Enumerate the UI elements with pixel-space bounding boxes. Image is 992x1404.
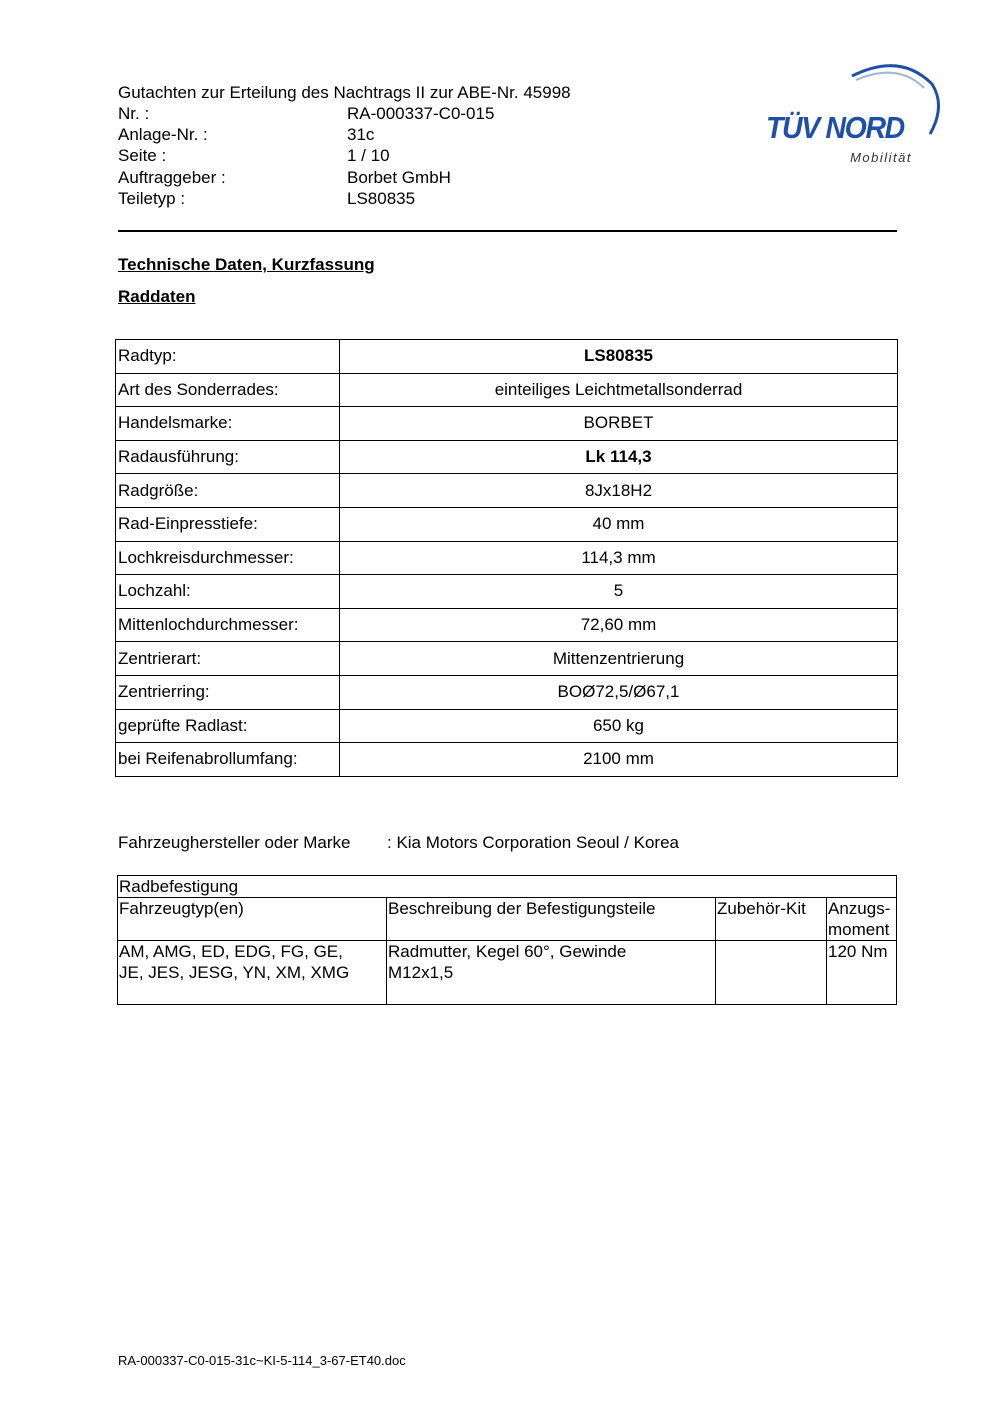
logo-subtitle: Mobilität <box>850 150 912 165</box>
mounting-table <box>117 875 897 1005</box>
table-row <box>116 743 898 777</box>
row-value: 5 <box>340 575 898 609</box>
row-value: Lk 114,3 <box>340 440 898 474</box>
table-row <box>116 373 898 407</box>
vehicle-manufacturer <box>118 833 679 853</box>
meta-label: Seite : <box>118 146 167 166</box>
meta-row-seite <box>118 145 494 166</box>
vehicle-types-line-1: AM, AMG, ED, EDG, FG, GE, <box>119 942 343 961</box>
meta-row-anlage <box>118 124 494 145</box>
meta-value: RA-000337-C0-015 <box>347 104 495 123</box>
row-value: 2100 mm <box>340 743 898 777</box>
meta-label: Auftraggeber : <box>118 167 226 187</box>
row-value: Mittenzentrierung <box>340 642 898 676</box>
cell-torque: 120 Nm <box>827 941 897 1005</box>
header-torque-line-1: Anzugs- <box>828 899 891 918</box>
row-label: Radausführung: <box>116 440 340 474</box>
row-label: Radgröße: <box>116 474 340 508</box>
logo-brand: TÜV NORD <box>766 110 904 145</box>
tuv-nord-logo <box>760 58 942 170</box>
section-title-technical: Technische Daten, Kurzfassung <box>118 255 375 274</box>
header-torque <box>827 898 897 941</box>
meta-value: 31c <box>347 125 375 145</box>
row-value: 40 mm <box>340 507 898 541</box>
row-label: bei Reifenabrollumfang: <box>116 743 340 777</box>
table-row <box>116 541 898 575</box>
header-torque-line-2: moment <box>828 920 890 939</box>
row-value: BORBET <box>340 407 898 441</box>
meta-row-auftraggeber <box>118 167 494 188</box>
cell-description <box>387 941 716 1005</box>
table-title-row <box>118 876 897 898</box>
document-title: Gutachten zur Erteilung des Nachtrags II zur ABE-Nr. 45998 <box>118 83 571 102</box>
row-label: geprüfte Radlast: <box>116 709 340 743</box>
table-row <box>116 474 898 508</box>
vehicle-types-line-2: JE, JES, JESG, YN, XM, XMG <box>119 963 350 982</box>
wheel-data-table <box>115 339 898 777</box>
row-value: 650 kg <box>340 709 898 743</box>
row-value: LS80835 <box>340 340 898 374</box>
cell-vehicle-types <box>118 941 387 1005</box>
manufacturer-label: Fahrzeughersteller oder Marke <box>118 833 351 852</box>
meta-label: Nr. : <box>118 104 150 123</box>
row-value: einteiliges Leichtmetallsonderrad <box>340 373 898 407</box>
row-label: Zentrierring: <box>116 675 340 709</box>
row-label: Rad-Einpresstiefe: <box>116 507 340 541</box>
mounting-table-title: Radbefestigung <box>118 876 897 898</box>
meta-label: Anlage-Nr. : <box>118 125 208 145</box>
meta-row-teiletyp <box>118 188 494 209</box>
meta-row-nr <box>118 103 494 124</box>
description-line-2: M12x1,5 <box>388 963 454 982</box>
row-label: Lochzahl: <box>116 575 340 609</box>
table-header-row <box>118 898 897 941</box>
header-divider <box>118 230 897 232</box>
meta-label: Teiletyp : <box>118 188 186 208</box>
table-row <box>116 407 898 441</box>
table-row <box>116 575 898 609</box>
meta-value: 1 / 10 <box>347 146 390 166</box>
table-row <box>118 941 897 1005</box>
header-description: Beschreibung der Befestigungsteile <box>387 898 716 941</box>
table-row <box>116 608 898 642</box>
meta-value: Borbet GmbH <box>347 167 451 187</box>
row-value: BOØ72,5/Ø67,1 <box>340 675 898 709</box>
manufacturer-value: : Kia Motors Corporation Seoul / Korea <box>387 833 679 852</box>
meta-value: LS80835 <box>347 188 416 208</box>
table-row <box>116 675 898 709</box>
row-value: 114,3 mm <box>340 541 898 575</box>
table-row <box>116 340 898 374</box>
section-title-wheel: Raddaten <box>118 287 196 306</box>
row-label: Lochkreisdurchmesser: <box>116 541 340 575</box>
description-line-1: Radmutter, Kegel 60°, Gewinde <box>388 942 627 961</box>
table-row <box>116 440 898 474</box>
table-row <box>116 507 898 541</box>
row-value: 8Jx18H2 <box>340 474 898 508</box>
header-vehicle-types: Fahrzeugtyp(en) <box>118 898 387 941</box>
row-label: Mittenlochdurchmesser: <box>116 608 340 642</box>
row-label: Zentrierart: <box>116 642 340 676</box>
table-row <box>116 709 898 743</box>
row-label: Art des Sonderrades: <box>116 373 340 407</box>
row-value: 72,60 mm <box>340 608 898 642</box>
table-row <box>116 642 898 676</box>
row-label: Handelsmarke: <box>116 407 340 441</box>
cell-accessory-kit <box>716 941 827 1005</box>
row-label: Radtyp: <box>116 340 340 374</box>
header-meta <box>118 103 494 209</box>
header-accessory-kit: Zubehör-Kit <box>716 898 827 941</box>
footer-filename: RA-000337-C0-015-31c~KI-5-114_3-67-ET40.doc <box>118 1353 406 1368</box>
